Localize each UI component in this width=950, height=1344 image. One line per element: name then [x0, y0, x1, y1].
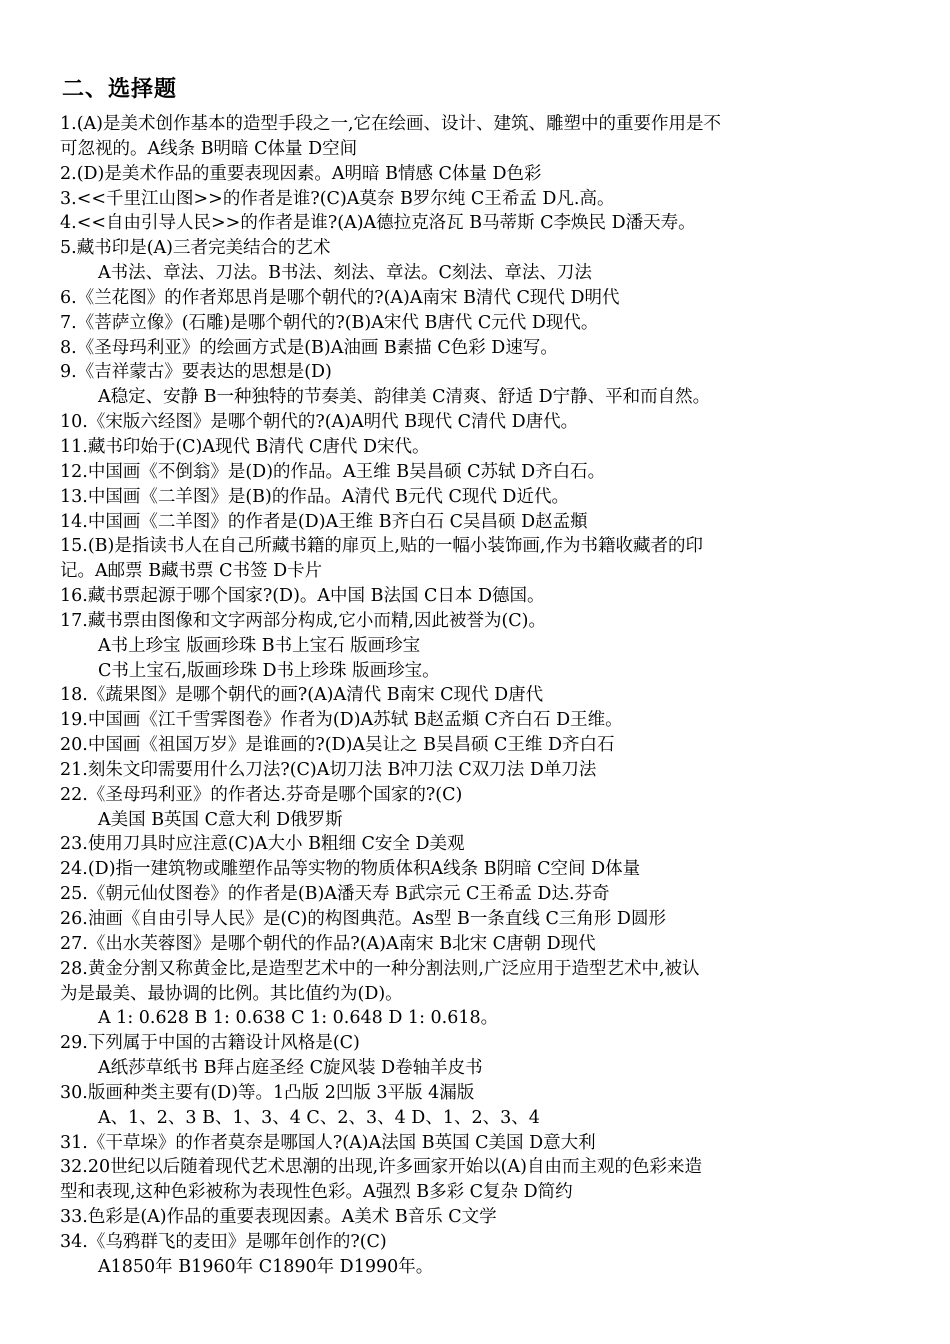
answer-options-line: A1850年 B1960年 C1890年 D1990年。: [98, 1256, 434, 1277]
section-title: 二、选择题: [62, 77, 178, 102]
question-line: 28.黄金分割又称黄金比,是造型艺术中的一种分割法则,广泛应用于造型艺术中,被认: [60, 958, 700, 979]
question-list: [60, 112, 900, 1280]
question-line: 16.藏书票起源于哪个国家?(D)。A中国 B法国 C日本 D德国。: [60, 586, 545, 607]
question-line: 32.20世纪以后随着现代艺术思潮的出现,许多画家开始以(A)自由而主观的色彩来造: [60, 1157, 702, 1178]
answer-options-line: A纸莎草纸书 B拜占庭圣经 C旋风装 D卷轴羊皮书: [98, 1058, 483, 1079]
question-line: 2.(D)是美术作品的重要表现因素。A明暗 B情感 C体量 D色彩: [60, 163, 542, 184]
question-line: 10.《宋版六经图》是哪个朝代的?(A)A明代 B现代 C清代 D唐代。: [60, 412, 579, 433]
answer-options-line: A稳定、安静 B一种独特的节奏美、韵律美 C清爽、舒适 D宁静、平和而自然。: [98, 387, 711, 408]
question-line: 24.(D)指一建筑物或雕塑作品等实物的物质体积A线条 B阴暗 C空间 D体量: [60, 859, 641, 880]
question-line: 22.《圣母玛利亚》的作者达.芬奇是哪个国家的?(C): [60, 784, 463, 805]
answer-options-line: A 1: 0.628 B 1: 0.638 C 1: 0.648 D 1: 0.618。: [98, 1008, 499, 1029]
question-line: 记。A邮票 B藏书票 C书签 D卡片: [60, 561, 323, 582]
question-line: 3.<<千里江山图>>的作者是谁?(C)A莫奈 B罗尔纯 C王希孟 D凡.高。: [60, 188, 615, 209]
answer-options-line: A书上珍宝 版画珍珠 B书上宝石 版画珍宝: [98, 635, 421, 656]
question-line: 13.中国画《二羊图》是(B)的作品。A清代 B元代 C现代 D近代。: [60, 486, 569, 507]
answer-options-line: A美国 B英国 C意大利 D俄罗斯: [98, 809, 343, 830]
question-line: 6.《兰花图》的作者郑思肖是哪个朝代的?(A)A南宋 B清代 C现代 D明代: [60, 287, 620, 308]
question-line: 29.下列属于中国的古籍设计风格是(C): [60, 1033, 360, 1054]
question-line: 8.《圣母玛利亚》的绘画方式是(B)A油画 B素描 C色彩 D速写。: [60, 337, 558, 358]
answer-options-line: A、1、2、3 B、1、3、4 C、2、3、4 D、1、2、3、4: [98, 1107, 540, 1128]
question-line: 型和表现,这种色彩被称为表现性色彩。A强烈 B多彩 C复杂 D简约: [60, 1182, 573, 1203]
question-line: 33.色彩是(A)作品的重要表现因素。A美术 B音乐 C文学: [60, 1207, 497, 1228]
question-line: 11.藏书印始于(C)A现代 B清代 C唐代 D宋代。: [60, 436, 430, 457]
question-line: 34.《乌鸦群飞的麦田》是哪年创作的?(C): [60, 1231, 387, 1252]
question-line: 18.《蔬果图》是哪个朝代的画?(A)A清代 B南宋 C现代 D唐代: [60, 685, 544, 706]
question-line: 20.中国画《祖国万岁》是谁画的?(D)A吴让之 B吴昌硕 C王维 D齐白石: [60, 735, 615, 756]
question-line: 23.使用刀具时应注意(C)A大小 B粗细 C安全 D美观: [60, 834, 465, 855]
question-line: 19.中国画《江千雪霁图卷》作者为(D)A苏轼 B赵孟頫 C齐白石 D王维。: [60, 710, 623, 731]
question-line: 14.中国画《二羊图》的作者是(D)A王维 B齐白石 C吴昌硕 D赵孟頫: [60, 511, 588, 532]
question-line: 为是最美、最协调的比例。其比值约为(D)。: [60, 983, 403, 1004]
question-line: 7.《菩萨立像》(石雕)是哪个朝代的?(B)A宋代 B唐代 C元代 D现代。: [60, 312, 599, 333]
question-line: 12.中国画《不倒翁》是(D)的作品。A王维 B吴昌硕 C苏轼 D齐白石。: [60, 461, 606, 482]
question-line: 31.《干草垛》的作者莫奈是哪国人?(A)A法国 B英国 C美国 D意大利: [60, 1132, 596, 1153]
question-line: 15.(B)是指读书人在自己所藏书籍的扉页上,贴的一幅小装饰画,作为书籍收藏者的印: [60, 536, 703, 557]
question-line: 5.藏书印是(A)三者完美结合的艺术: [60, 238, 331, 259]
question-line: 17.藏书票由图像和文字两部分构成,它小而精,因此被誉为(C)。: [60, 610, 546, 631]
question-line: 30.版画种类主要有(D)等。1凸版 2凹版 3平版 4漏版: [60, 1082, 475, 1103]
question-line: 21.刻朱文印需要用什么刀法?(C)A切刀法 B冲刀法 C双刀法 D单刀法: [60, 759, 597, 780]
answer-options-line: C书上宝石,版画珍珠 D书上珍珠 版画珍宝。: [98, 660, 440, 681]
question-line: 4.<<自由引导人民>>的作者是谁?(A)A德拉克洛瓦 B马蒂斯 C李焕民 D潘天寿。: [60, 213, 696, 234]
question-line: 26.油画《自由引导人民》是(C)的构图典范。As型 B一条直线 C三角形 D圆形: [60, 909, 666, 929]
question-line: 1.(A)是美术创作基本的造型手段之一,它在绘画、设计、建筑、雕塑中的重要作用是不: [60, 114, 722, 134]
answer-options-line: A书法、章法、刀法。B书法、刻法、章法。C刻法、章法、刀法: [98, 263, 592, 284]
question-line: 25.《朝元仙仗图卷》的作者是(B)A潘天寿 B武宗元 C王希孟 D达.芬奇: [60, 884, 610, 905]
question-line: 9.《吉祥蒙古》要表达的思想是(D): [60, 362, 332, 383]
question-line: 27.《出水芙蓉图》是哪个朝代的作品?(A)A南宋 B北宋 C唐朝 D现代: [60, 933, 596, 954]
question-line: 可忽视的。A线条 B明暗 C体量 D空间: [60, 138, 358, 159]
